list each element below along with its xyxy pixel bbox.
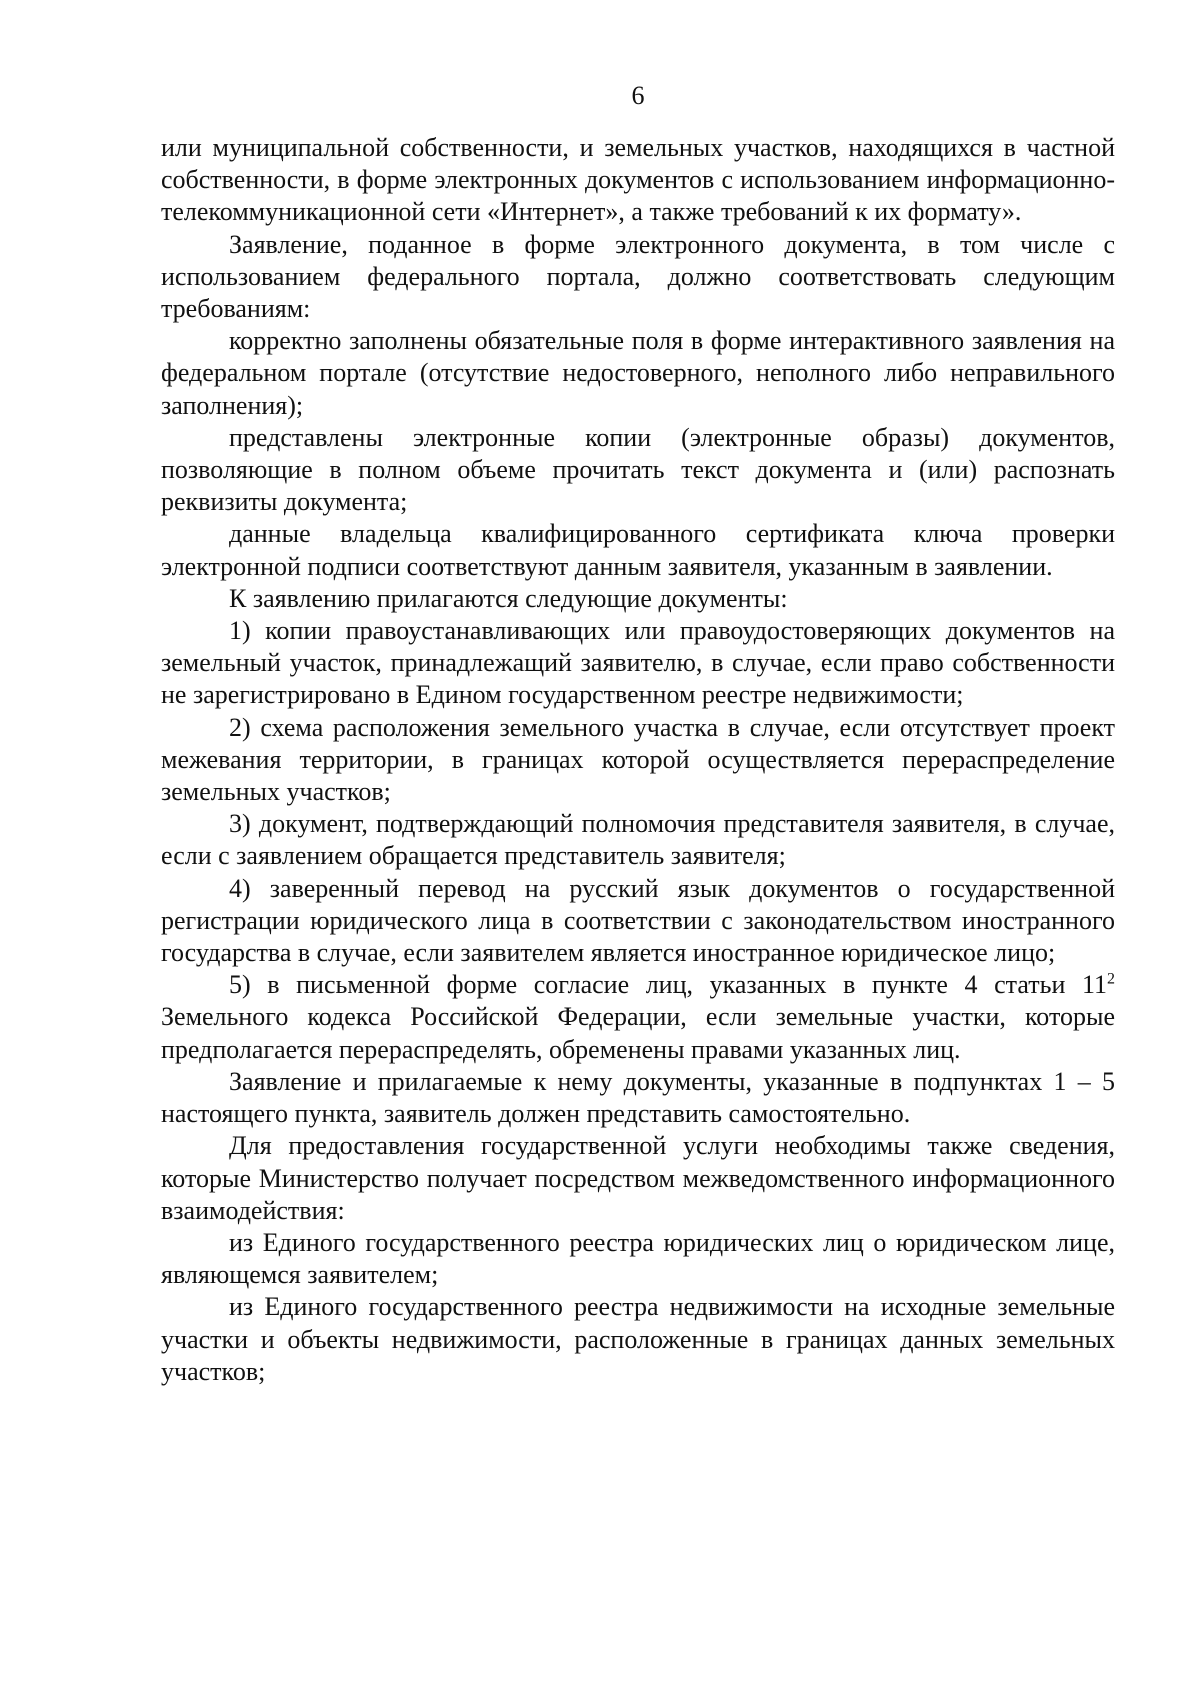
paragraph-submit-independently: Заявление и прилагаемые к нему документы, указанные в подпунктах 1 – 5 настоящего пункта, заявитель должен представить самостоятельно. xyxy=(161,1066,1115,1129)
paragraph-interagency-info: Для предоставления государственной услуги необходимы также сведения, которые Министерство получает посредством межведомственного информационного взаимодействия: xyxy=(161,1131,1115,1225)
paragraph-requirement-fields: корректно заполнены обязательные поля в форме интерактивного заявления на федеральном портале (отсутствие недостоверного, неполного либо неправильного заполнения); xyxy=(161,326,1115,420)
paragraph-electronic-application: Заявление, поданное в форме электронного документа, в том числе с использованием федерального портала, должно соответствовать следующим требованиям: xyxy=(161,229,1115,324)
paragraph-legal-entities-registry: из Единого государственного реестра юридических лиц о юридическом лице, являющемся заявителем; xyxy=(161,1227,1115,1290)
list-item-3: 3) документ, подтверждающий полномочия представителя заявителя, в случае, если с заявлением обращается представитель заявителя; xyxy=(161,809,1115,871)
page-number: 6 xyxy=(631,81,645,110)
list-item-4: 4) заверенный перевод на русский язык документов о государственной регистрации юридического лица в соответствии с законодательством иностранного государства в случае, если заявителем является иностранное юридическое лицо; xyxy=(161,873,1115,968)
list-item-5-text-before: 5) в письменной форме согласие лиц, указанных в пункте 4 статьи 11 xyxy=(229,970,1107,1000)
list-item-2: 2) схема расположения земельного участка в случае, если отсутствует проект межевания территории, в границах которой осуществляется перераспределение земельных участков; xyxy=(161,712,1115,807)
list-item-5 xyxy=(161,969,1115,1066)
paragraph-continuation: или муниципальной собственности, и земельных участков, находящихся в частной собственности, в форме электронных документов с использованием информационно-телекоммуникационной сети «Интернет», а также требований к их формату». xyxy=(161,133,1115,227)
list-item-5-text-after: Земельного кодекса Российской Федерации, если земельные участки, которые предполагается перераспределять, обременены правами указанных лиц. xyxy=(161,1002,1115,1064)
paragraph-documents-intro: К заявлению прилагаются следующие документы: xyxy=(229,583,788,613)
paragraph-requirement-signature: данные владельца квалифицированного сертификата ключа проверки электронной подписи соответствуют данным заявителя, указанным в заявлении. xyxy=(161,519,1115,581)
list-item-1: 1) копии правоустанавливающих или правоудостоверяющих документов на земельный участок, принадлежащий заявителю, в случае, если право собственности не зарегистрировано в Едином государственном реестре недвижимости; xyxy=(161,616,1115,710)
document-body xyxy=(161,132,1115,1388)
article-superscript: 2 xyxy=(1107,970,1115,988)
paragraph-real-estate-registry: из Единого государственного реестра недвижимости на исходные земельные участки и объекты недвижимости, расположенные в границах данных земельных участков; xyxy=(161,1292,1115,1386)
paragraph-requirement-copies: представлены электронные копии (электронные образы) документов, позволяющие в полном объеме прочитать текст документа и (или) распознать реквизиты документа; xyxy=(161,422,1115,517)
